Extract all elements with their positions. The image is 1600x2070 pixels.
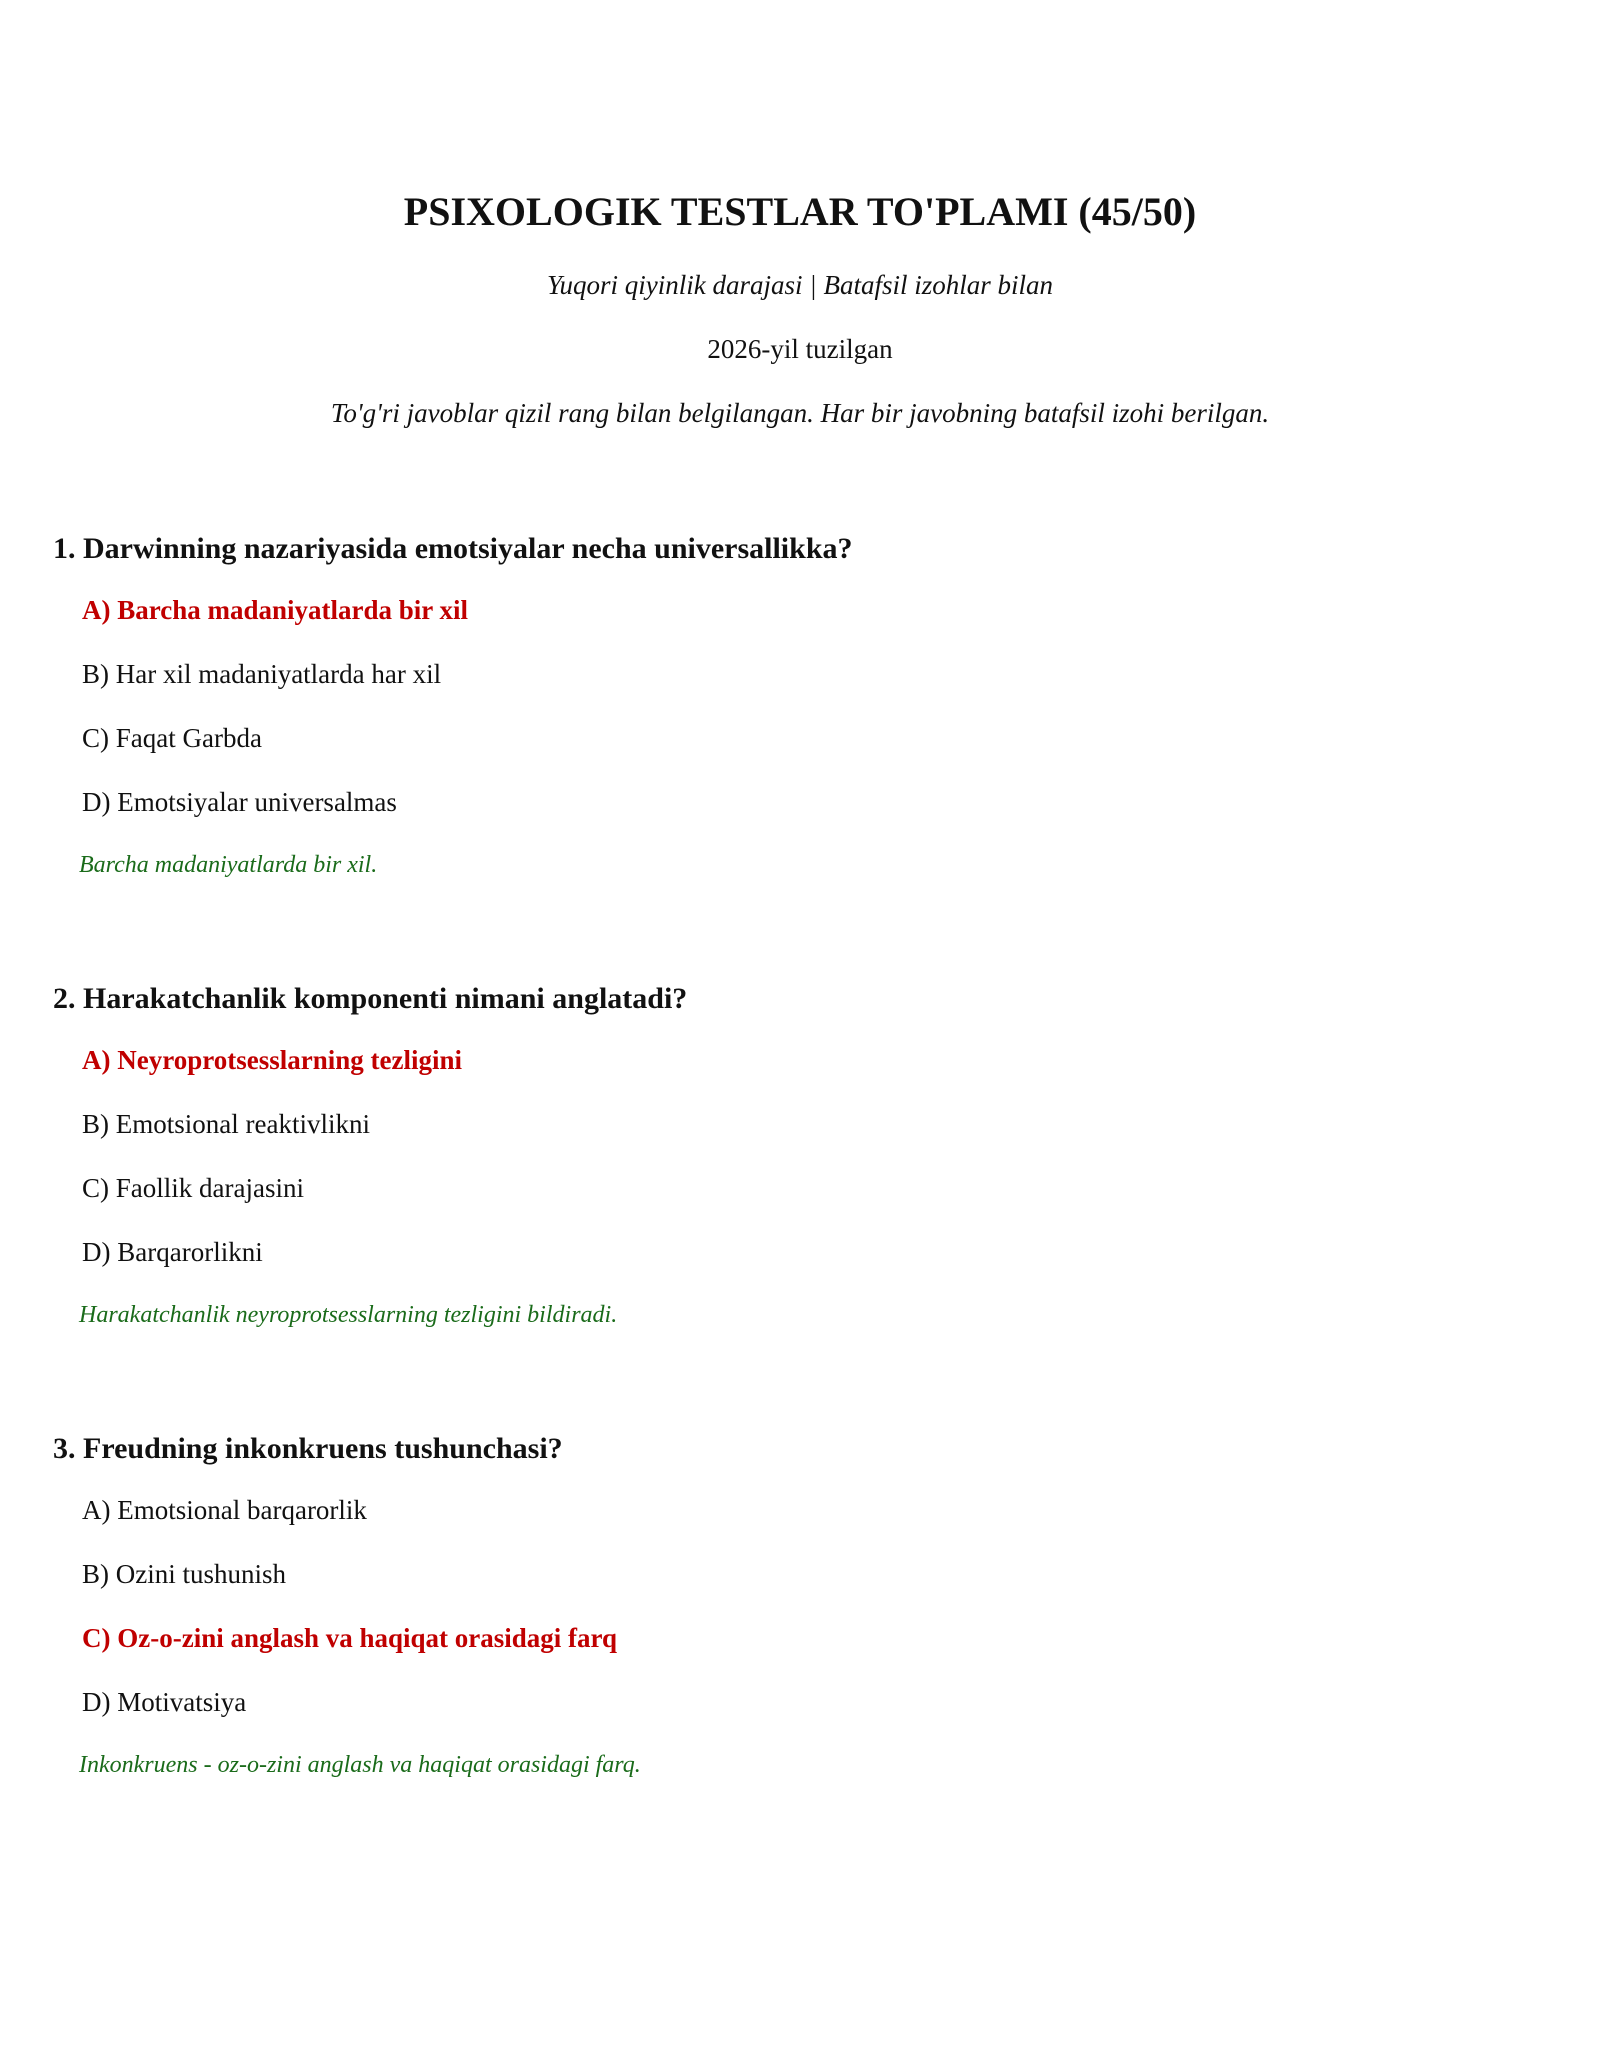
- page-note: To'g'ri javoblar qizil rang bilan belgilangan. Har bir javobning batafsil izohi berilgan.: [330, 398, 1270, 428]
- question-text: 3. Freudning inkonkruens tushunchasi?: [53, 1432, 563, 1465]
- option-a: A) Emotsional barqarorlik: [82, 1495, 367, 1525]
- option-c: C) Faollik darajasini: [82, 1173, 304, 1203]
- option-b: B) Ozini tushunish: [82, 1559, 287, 1589]
- option-d: D) Motivatsiya: [82, 1687, 247, 1717]
- option-a-correct: A) Barcha madaniyatlarda bir xil: [82, 595, 469, 625]
- option-b: B) Har xil madaniyatlarda har xil: [82, 659, 442, 689]
- answer-explanation: Harakatchanlik neyroprotsesslarning tezligini bildiradi.: [79, 1302, 618, 1328]
- page-year: 2026-yil tuzilgan: [707, 334, 893, 364]
- answer-explanation: Barcha madaniyatlarda bir xil.: [79, 852, 378, 878]
- answer-explanation: Inkonkruens - oz-o-zini anglash va haqiqat orasidagi farq.: [79, 1752, 641, 1778]
- option-d: D) Emotsiyalar universalmas: [82, 787, 397, 817]
- option-b: B) Emotsional reaktivlikni: [82, 1109, 370, 1139]
- option-d: D) Barqarorlikni: [82, 1237, 263, 1267]
- option-c: C) Faqat Garbda: [82, 723, 262, 753]
- page-subtitle: Yuqori qiyinlik darajasi | Batafsil izohlar bilan: [547, 270, 1053, 300]
- page-title: PSIXOLOGIK TESTLAR TO'PLAMI (45/50): [403, 189, 1197, 234]
- option-c-correct: C) Oz-o-zini anglash va haqiqat orasidagi farq: [82, 1623, 618, 1653]
- option-a-correct: A) Neyroprotsesslarning tezligini: [82, 1045, 462, 1075]
- question-text: 2. Harakatchanlik komponenti nimani anglatadi?: [53, 982, 688, 1015]
- question-text: 1. Darwinning nazariyasida emotsiyalar necha universallikka?: [53, 532, 853, 565]
